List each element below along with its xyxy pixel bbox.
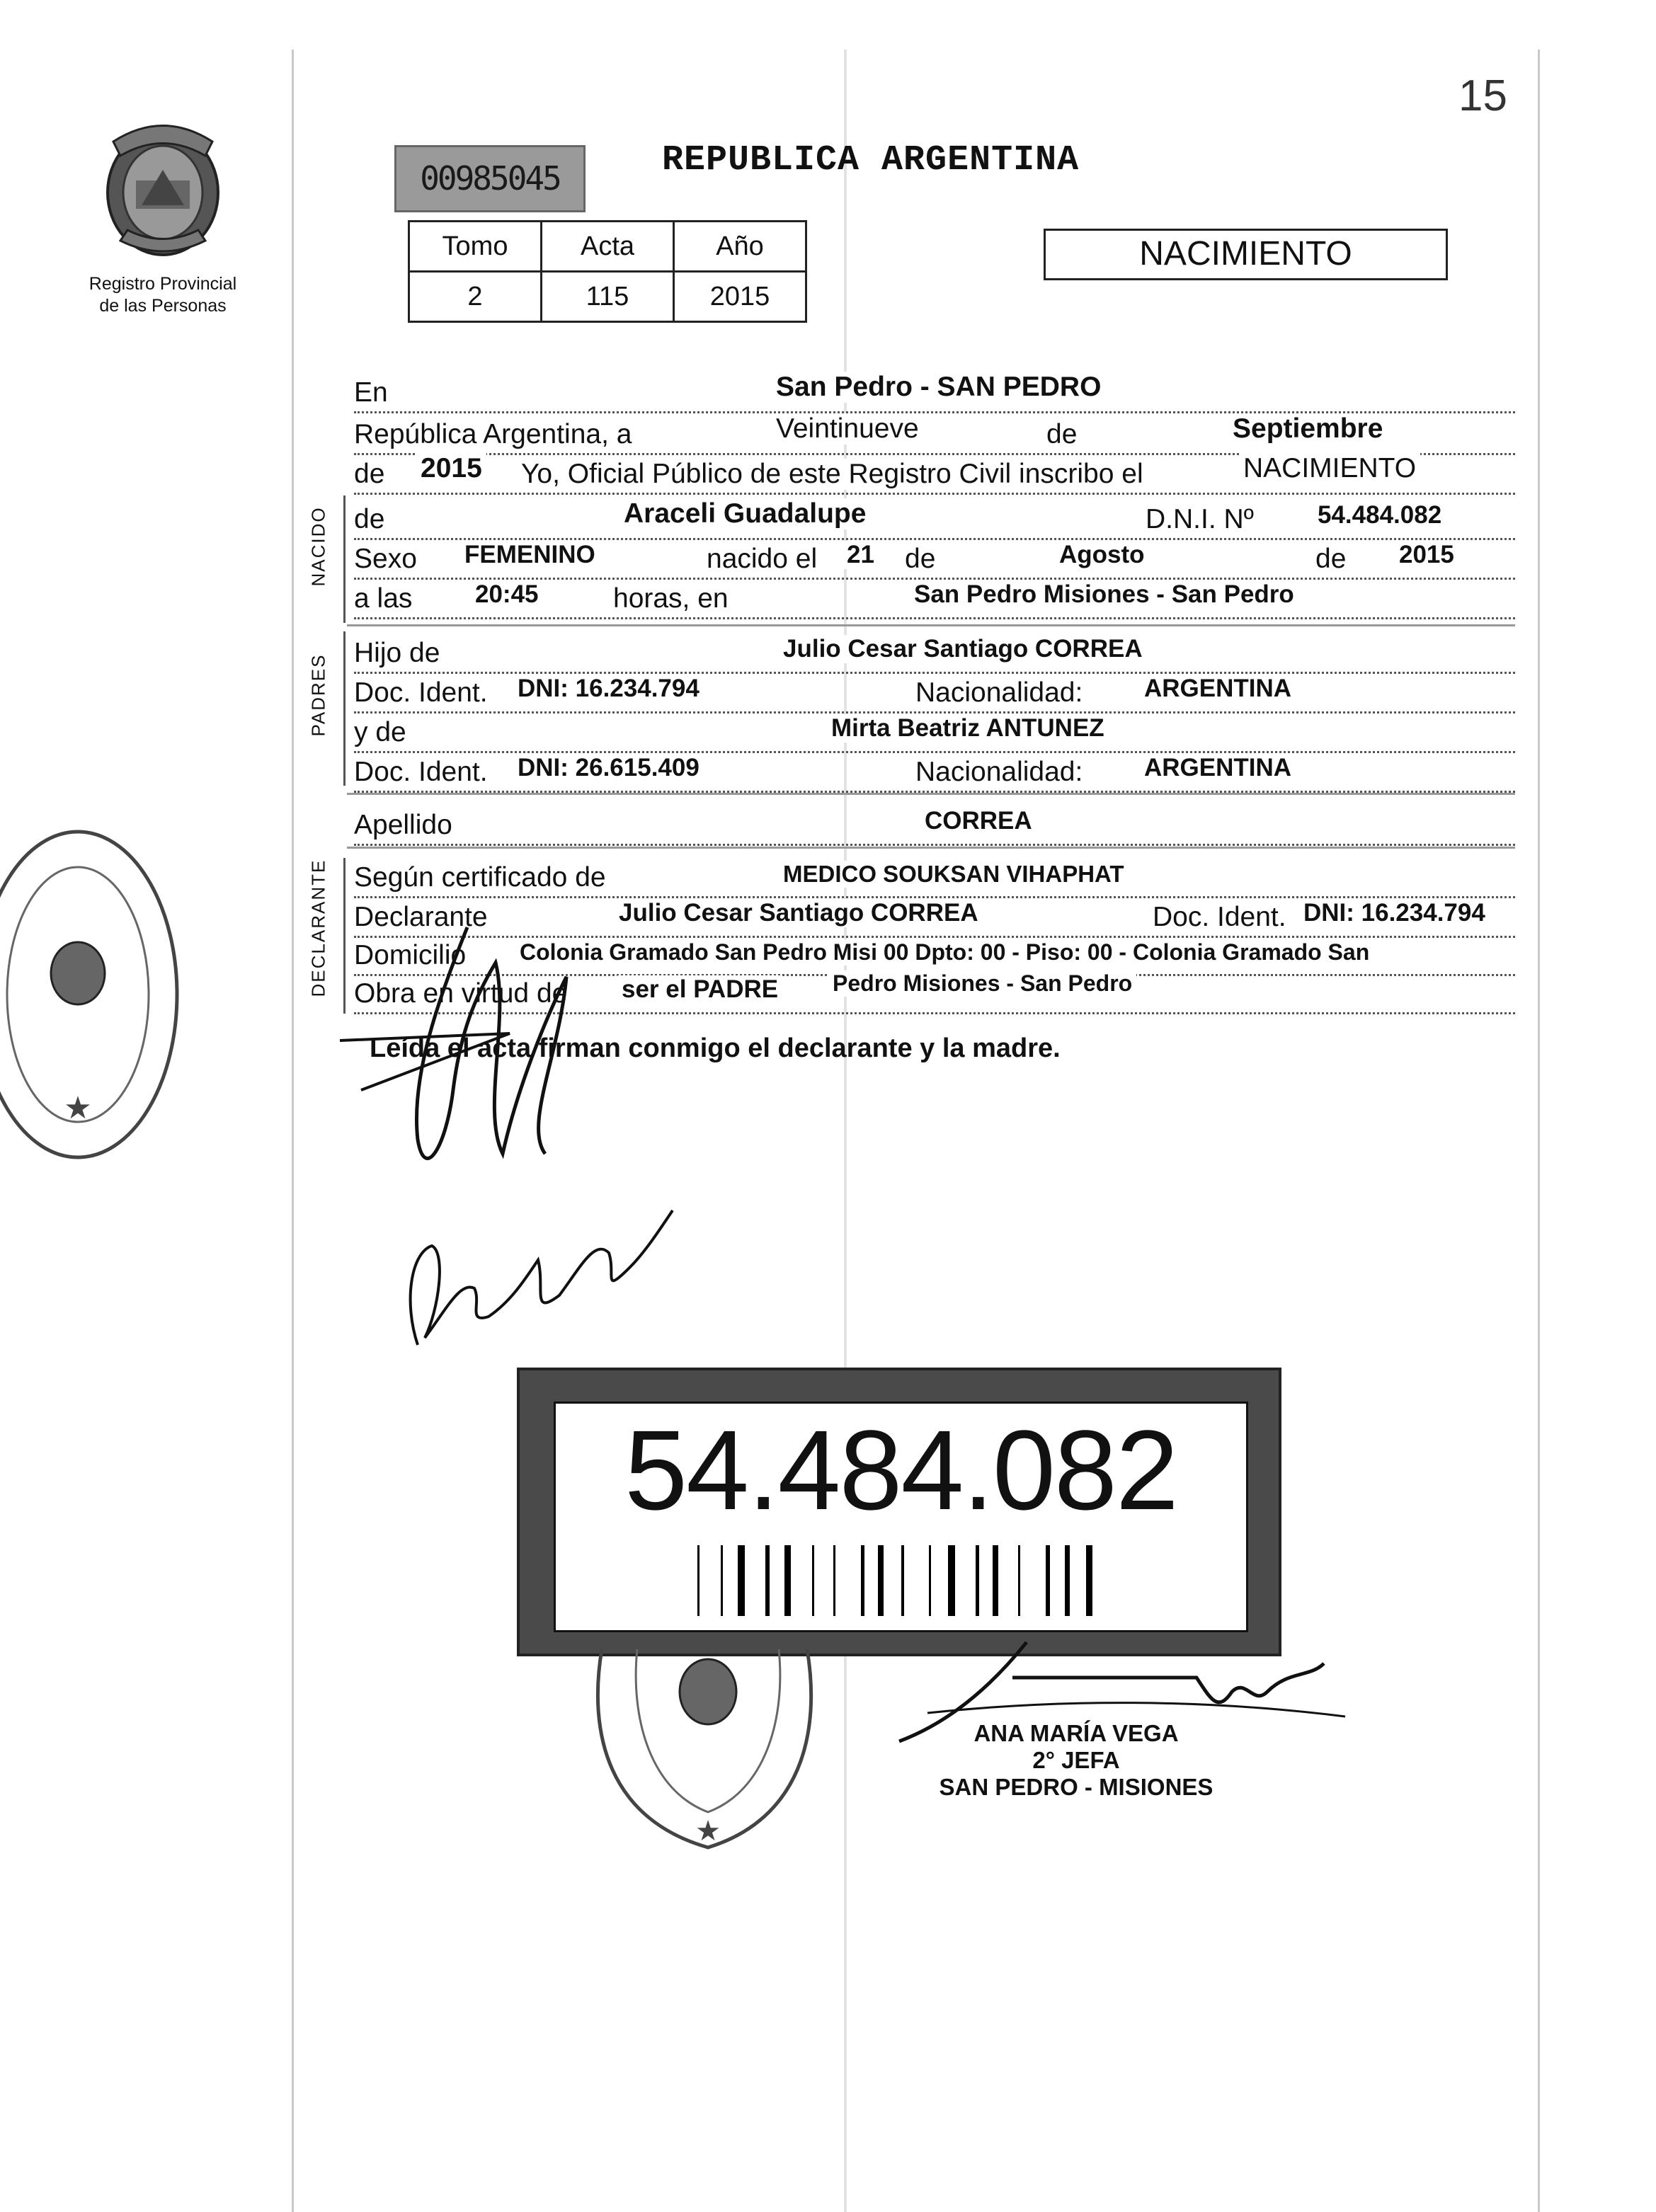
sexo-label: Sexo: [354, 544, 421, 575]
en-label: En: [354, 377, 392, 408]
row-padre-doc: [354, 672, 1515, 714]
nacido-mes-value: Agosto: [1055, 541, 1149, 569]
barcode-bar: [1046, 1545, 1050, 1616]
row-fecha: [354, 413, 1515, 455]
declarante-doc-value: DNI: 16.234.794: [1299, 899, 1490, 927]
registry-stamp-icon: [0, 821, 212, 1168]
madre-doc-value: DNI: 26.615.409: [513, 754, 704, 782]
padre-value: Julio Cesar Santiago CORREA: [779, 635, 1147, 663]
dni-sticker-number: 54.484.082: [624, 1406, 1177, 1533]
acta-header-acta: Acta: [542, 222, 674, 272]
section-separator: [347, 793, 1515, 795]
svg-text:★: ★: [695, 1816, 721, 1847]
row-certificado: [354, 856, 1515, 898]
acta-table: [408, 220, 807, 323]
dni-sticker-inner: [554, 1402, 1248, 1632]
padre-nacionalidad-label: Nacionalidad:: [910, 677, 1087, 709]
serial-number: 00985045: [394, 145, 586, 212]
domicilio-value: Colonia Gramado San Pedro Misi 00 Dpto: 00 - Piso: 00 - Colonia Gramado San: [515, 939, 1374, 965]
barcode-icon: [697, 1545, 1122, 1616]
de-label: de: [1041, 419, 1081, 450]
mother-signature-icon: [396, 1196, 694, 1359]
a-las-label: a las: [354, 583, 416, 614]
official-signature-block: [920, 1720, 1232, 1801]
de-label-2: de: [354, 459, 389, 490]
nacido-de-label-2: de: [899, 544, 940, 575]
padre-doc-label: Doc. Ident.: [354, 677, 492, 709]
row-apellido: [354, 804, 1515, 846]
nacido-de-label-3: de: [1310, 544, 1350, 575]
official-title: 2° JEFA: [1032, 1747, 1120, 1773]
declarante-label: Declarante: [354, 902, 492, 933]
acta-header-anio: Año: [674, 222, 806, 272]
closing-statement: Leída el acta firman conmigo el declarante y la madre.: [370, 1033, 1061, 1063]
padre-nacionalidad-value: ARGENTINA: [1140, 675, 1296, 703]
certificado-value: MEDICO SOUKSAN VIHAPHAT: [779, 861, 1129, 888]
barcode-bar: [833, 1545, 835, 1616]
acta-value-anio: 2015: [674, 272, 806, 322]
right-margin-line: [1538, 50, 1540, 2212]
barcode-bar: [993, 1545, 998, 1616]
declarant-signature-icon: [333, 913, 630, 1225]
barcode-bar: [901, 1545, 904, 1616]
barcode-bar: [1065, 1545, 1070, 1616]
domicilio-cont-value: Pedro Misiones - San Pedro: [828, 970, 1136, 997]
row-madre: [354, 711, 1515, 753]
oficial-text: Yo, Oficial Público de este Registro Civil inscribo el: [515, 459, 1148, 490]
row-madre-doc: [354, 751, 1515, 793]
declarante-doc-label: Doc. Ident.: [1147, 902, 1291, 933]
madre-doc-label: Doc. Ident.: [354, 757, 492, 788]
logo-caption: [67, 273, 258, 317]
dia-texto-value: Veintinueve: [772, 413, 923, 445]
dni-sticker: [517, 1368, 1281, 1656]
nacido-de-label: de: [354, 504, 389, 535]
hijo-de-label: Hijo de: [354, 638, 444, 669]
obra-value: ser el PADRE: [617, 975, 782, 1004]
acta-value-acta: 115: [542, 272, 674, 322]
lugar-value: San Pedro - SAN PEDRO: [772, 372, 1105, 403]
padre-doc-value: DNI: 16.234.794: [513, 675, 704, 703]
left-margin-line: [292, 50, 294, 2212]
barcode-bar: [721, 1545, 723, 1616]
nacido-rule: [343, 495, 346, 623]
acta-header-tomo: Tomo: [409, 222, 542, 272]
registry-logo-icon: [92, 113, 234, 262]
row-nacido-nombre: [354, 498, 1515, 540]
row-lugar: [354, 372, 1515, 413]
nacido-section-label: NACIDO: [307, 506, 329, 587]
section-separator: [347, 847, 1515, 849]
svg-text:★: ★: [64, 1091, 92, 1125]
declarante-value: Julio Cesar Santiago CORREA: [615, 899, 983, 927]
nacido-nombre-value: Araceli Guadalupe: [619, 498, 870, 529]
row-inscribe: [354, 453, 1515, 495]
section-separator: [347, 624, 1515, 626]
hora-value: 20:45: [471, 580, 543, 609]
barcode-bar: [878, 1545, 884, 1616]
acta-value-tomo: 2: [409, 272, 542, 322]
acta-table-value-row: [409, 272, 806, 322]
madre-value: Mirta Beatriz ANTUNEZ: [827, 714, 1109, 743]
logo-caption-line1: Registro Provincial: [88, 274, 237, 294]
barcode-bar: [1018, 1545, 1020, 1616]
row-nacido-sexo: [354, 538, 1515, 580]
official-location: SAN PEDRO - MISIONES: [939, 1774, 1214, 1800]
barcode-bar: [929, 1545, 931, 1616]
acta-table-header-row: [409, 222, 806, 272]
republica-label: República Argentina, a: [354, 419, 636, 450]
nacido-el-label: nacido el: [701, 544, 821, 575]
nacido-anio-value: 2015: [1395, 541, 1458, 569]
horas-en-label: horas, en: [607, 583, 733, 614]
barcode-bar: [765, 1545, 770, 1616]
padres-rule: [343, 631, 346, 786]
barcode-bar: [697, 1545, 699, 1616]
inscribe-value: NACIMIENTO: [1239, 453, 1420, 484]
mes-value: Septiembre: [1228, 413, 1387, 445]
barcode-bar: [948, 1545, 955, 1616]
apellido-label: Apellido: [354, 810, 457, 841]
barcode-bar: [784, 1545, 791, 1616]
record-type-box: NACIMIENTO: [1044, 229, 1448, 280]
delegation-stamp-icon: [581, 1635, 835, 1862]
logo-caption-line2: de las Personas: [99, 296, 227, 316]
barcode-bar: [976, 1545, 979, 1616]
row-nacido-hora: [354, 578, 1515, 619]
official-name: ANA MARÍA VEGA: [973, 1720, 1179, 1746]
barcode-bar: [738, 1545, 745, 1616]
document-heading: REPUBLICA ARGENTINA: [662, 140, 1080, 180]
madre-nacionalidad-value: ARGENTINA: [1140, 754, 1296, 782]
apellido-value: CORREA: [920, 807, 1037, 835]
y-de-label: y de: [354, 717, 411, 748]
obra-label: Obra en virtud de: [354, 978, 571, 1009]
dni-label: D.N.I. Nº: [1140, 504, 1258, 535]
declarante-section-label: DECLARANTE: [307, 859, 329, 997]
barcode-bar: [861, 1545, 864, 1616]
barcode-bar: [812, 1545, 814, 1616]
madre-nacionalidad-label: Nacionalidad:: [910, 757, 1087, 788]
dni-value: 54.484.082: [1313, 501, 1446, 529]
padres-section-label: PADRES: [307, 653, 329, 737]
barcode-bar: [1086, 1545, 1092, 1616]
sexo-value: FEMENINO: [460, 541, 600, 569]
domicilio-label: Domicilio: [354, 940, 470, 971]
page-number: 15: [1458, 71, 1507, 120]
nacido-dia-value: 21: [843, 541, 879, 569]
row-padre: [354, 632, 1515, 674]
anio-value: 2015: [416, 453, 486, 484]
nacido-lugar-value: San Pedro Misiones - San Pedro: [910, 580, 1298, 609]
certificado-label: Según certificado de: [354, 862, 610, 893]
